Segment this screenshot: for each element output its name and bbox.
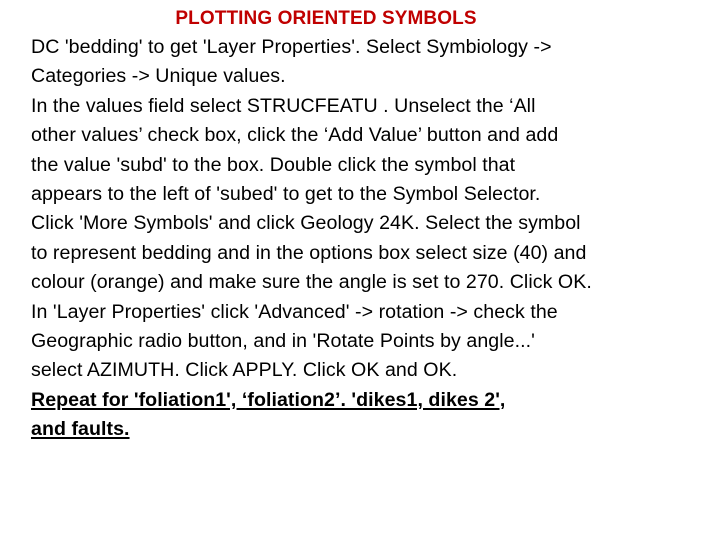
instruction-line-12: select AZIMUTH. Click APPLY. Click OK and OK. bbox=[31, 359, 458, 382]
instruction-line-7: Click 'More Symbols' and click Geology 24K. Select the symbol bbox=[31, 212, 581, 235]
instruction-line-9: colour (orange) and make sure the angle is set to 270. Click OK. bbox=[31, 271, 592, 294]
repeat-line-2: and faults. bbox=[31, 418, 130, 441]
instruction-line-2: Categories -> Unique values. bbox=[31, 65, 286, 88]
instructions-text bbox=[31, 33, 717, 445]
instruction-line-8: to represent bedding and in the options box select size (40) and bbox=[31, 241, 587, 264]
instruction-line-5: the value 'subd' to the box. Double click the symbol that bbox=[31, 153, 516, 176]
instruction-line-1: DC 'bedding' to get 'Layer Properties'. Select Symbiology -> bbox=[31, 36, 552, 58]
instruction-line-3: In the values field select STRUCFEATU . Unselect the ‘All bbox=[31, 94, 536, 117]
slide-title: PLOTTING ORIENTED SYMBOLS bbox=[175, 8, 477, 29]
instruction-line-6: appears to the left of 'subed' to get to the Symbol Selector. bbox=[31, 183, 541, 206]
instruction-line-10: In 'Layer Properties' click 'Advanced' -> rotation -> check the bbox=[31, 300, 558, 323]
instruction-line-4: other values’ check box, click the ‘Add Value’ button and add bbox=[31, 124, 559, 147]
instruction-line-11: Geographic radio button, and in 'Rotate Points by angle...' bbox=[31, 330, 535, 353]
repeat-line-1: Repeat for 'foliation1', ‘foliation2’. 'dikes1, dikes 2', bbox=[31, 388, 506, 411]
